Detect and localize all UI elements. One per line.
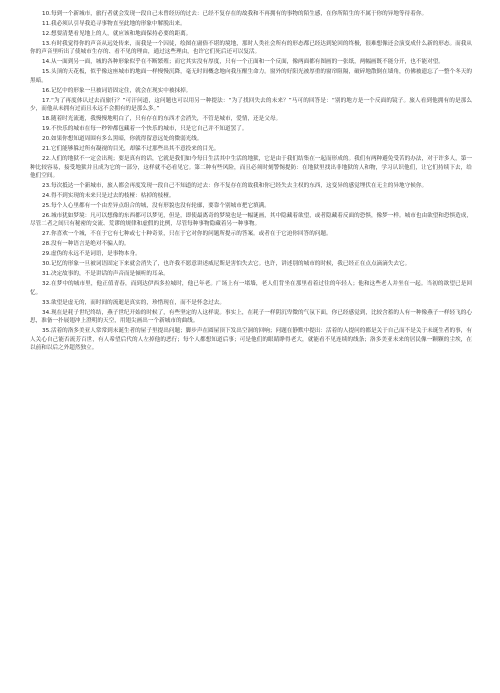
list-item: 25.每个人心里都有一个由差异点组合的城，没有形貌也没有轮廓，要靠个别城市把它填满。 [42,203,270,210]
list-item: 19.不快乐的城市在每一秒钟都包藏着一个快乐的城市，只是它自己并不知道罢了。 [42,126,248,133]
list-item: 35.活着的洛多美亚人常常到未诞生者的屋子里提出问题；脚步声在圆屋顶下发出空洞的回响；问题在静默中提出：活着的人提问的都是关于自己而不是关于未诞生者的事，有人关心自己能否流芳百世，有人希望后代的人左掉他的恶行；每个人都想知道后事；可是他们的眼睛睁得老大，就能看不见连续的线条；洛多美亚未来的居民像一颗颗的尘埃，在以前和以后之外超然独立。 [30,328,472,352]
quote-list [30,10,472,352]
list-item: 18.随着时光流逝，我慢慢地明白了，只有存在的东西才会消失，不管是城市，爱情，还是父母。 [42,116,282,123]
list-item: 17.“为了再度体认过去而旅行？”可汗问道，这问题也可以用另一种提法：“为了找回失去的未来？”马可的回答是：“别的地方是一个反面的镜子。旅人看到他拥有的是那么少，而他从未拥有过而且永远不会拥有的是那么多。” [30,97,472,113]
list-item: 30.记忆的形象一旦被词语固定下来就会消失了，也许我不愿意讲述威尼斯是害怕失去它。也许，讲述别的城市的时候，我已经正在点点滴滴失去它。 [42,261,411,268]
list-item: 27.你喜欢一个城，不在于它有七种或七十种奇景，只在于它对你的问题所提示的答案。或者在于它迫你回答的问题。 [42,231,332,238]
list-item: 31.决定故事的，不是讲话的声音而是倾听的耳朵。 [42,271,169,278]
list-item: 34.现在是耗子世纪终结，燕子世纪开始的时候了，有些坚定的人这样说。事实上，在耗子一样阴沉卑微的气氛下面，你已经感觉到，比较含蓄的人有一种像燕子一样轻飞的心思，准备一扑展翅冲上澄明的天空，用翅尖画出一个新城市的曲线。 [30,309,472,325]
list-item: 23.每次抵达一个新城市，旅人都会再度发现一段自己不知道的过去：你不复存在的故我和你已经失去主权的东西，这变异的感觉埋伏在无主的异地守候你。 [42,183,428,190]
list-item: 11.我必须认引导我追寻事物直至此地的形象中解脱出来。 [42,21,186,27]
list-item: 16.记忆中的形象一旦被词语固定住，就会在现实中被抹掉。 [42,87,192,94]
list-item: 21.它们能够躲过所有凝视的目光，却躲不过那些出其不意投来的目光。 [42,146,220,153]
list-item: 12.想要清楚看见地上的人，就应该和地面保持必要的距离。 [42,31,192,37]
list-item: 15.头顶的天花板，似乎像这座城市的地面一样慢慢沉降，毫无时间概念地向我压醒生命力。窗外的好阳光被厚重的窗帘阻隔，破碎地散倒在墙角，仿佛被遗忘了一整个冬天的黑暗。 [30,69,472,84]
list-item: 22.人们的地狱不一定会出现；要是真有的话，它就是我们如今每日生活其中生活的地狱，它是由于我们结集在一起而形成的。我们有两种避免受苦的办法，对于许多人，第一种比较容易，接受地狱并且成为它的一部分，这样就不必看见它。第二种有些风险，而且必须时刻警惕提防：在地狱里找出非地狱的人和物，学习认识他们，让它们持续下去，给他们空间。 [30,156,472,180]
list-item: 29.虚伪的永远不是词语，是事物本身。 [42,251,141,258]
list-item: 28.没有一种语言是绝对不骗人的。 [42,241,130,248]
list-item: 14.从一面到另一面，城的各种形象似乎在不断繁殖；而它其实没有厚度，只有一个正面和一个反面，像两面都有图画的一张纸，两幅画既不能分开，也不能对望。 [42,59,444,66]
list-item: 24.得不到实现的未来只是过去的枝桠：枯掉的枝桠。 [42,193,175,200]
list-item: 32.在梦中的城市里，他正值青春，而到达伊西多拉城时，他已年老。广场上有一堵墙，老人们背坐在那里看着过往的年轻人；他和这些老人并坐在一起。当初的欲望已是回忆。 [30,281,472,296]
list-item: 26.城市犹如梦境：凡可以想像的东西都可以梦见，但是，即使最离奇的梦境也是一幅谜画，其中隐藏着欲望，或者隐藏着反面的恐惧，像梦一样。城市也由欲望和恐惧造成，尽管二者之间只有秘密的交流、荒谬的规律和虚假的比例，尽管每种事物隐藏着另一种事物。 [30,213,472,228]
list-item: 33.欲望是虚无的，而时间的流逝是真实的，珍惜现在，而不是怀念过去。 [42,299,225,306]
list-item: 10.每到一个新城市，旅行者就会发现一段自己未曾经历的过去：已经不复存在的故我和不再拥有的事物的陌生感，在你所陌生的不属于你的异地等待着你。 [42,11,428,17]
list-item: 20.如果你想知道周围有多么黑暗，你就得留意远处的微弱光线。 [42,136,203,143]
list-item: 13.有时我觉得你的声音从远处传来，而我是一个囚徒，绘图在庸俗不堪的境地，那时人类社会所有的形态都已经达到轮回的终极，很难想像还会演变成什么新的形态。而我从你的声音里听出了使城市生存的、看不见的理由，通过这些理由，也许它们死后还可以复活。 [30,41,472,56]
